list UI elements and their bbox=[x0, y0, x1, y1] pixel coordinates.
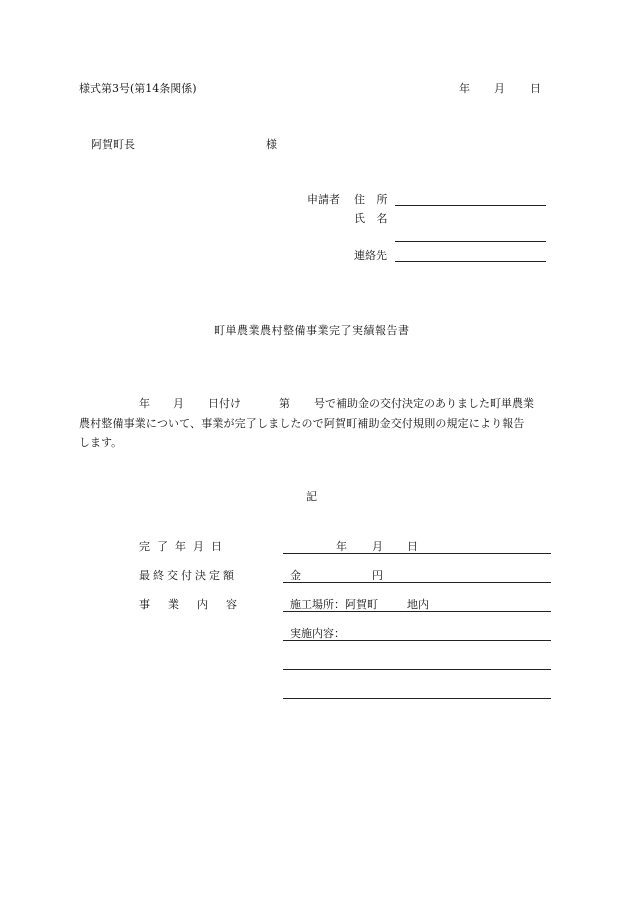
final-amount-line bbox=[283, 582, 551, 583]
work-location-line bbox=[283, 611, 551, 612]
ki-heading: 記 bbox=[306, 490, 317, 503]
project-content-label: 事業内容 bbox=[139, 598, 255, 611]
completion-day: 日 bbox=[407, 540, 418, 553]
implementation-line-3 bbox=[283, 698, 551, 699]
address-label: 住 所 bbox=[354, 193, 392, 206]
work-location-label: 施工場所：阿賀町 bbox=[290, 598, 378, 611]
addressee-title: 阿賀町長 bbox=[91, 138, 135, 151]
body-day: 日付け bbox=[208, 397, 241, 410]
body-line1-rest: 号で補助金の交付決定のありました町単農業 bbox=[314, 397, 534, 410]
amount-prefix: 金 bbox=[290, 569, 301, 582]
implementation-label: 実施内容： bbox=[290, 627, 345, 640]
amount-unit: 円 bbox=[372, 569, 383, 582]
body-month: 月 bbox=[173, 397, 184, 410]
implementation-line-2 bbox=[283, 669, 551, 670]
body-year: 年 bbox=[139, 397, 150, 410]
addressee-honorific: 様 bbox=[266, 138, 277, 151]
form-number: 様式第3号(第14条関係) bbox=[79, 82, 197, 95]
date-month-label: 月 bbox=[494, 82, 505, 95]
date-year-label: 年 bbox=[459, 82, 470, 95]
body-line3: します。 bbox=[79, 436, 123, 449]
applicant-role-label: 申請者 bbox=[307, 193, 340, 206]
completion-month: 月 bbox=[372, 540, 383, 553]
final-amount-label: 最終交付決定額 bbox=[139, 569, 237, 582]
address-line bbox=[395, 205, 546, 206]
body-line2: 農村整備事業について、事業が完了しましたので阿賀町補助金交付規則の規定により報告 bbox=[79, 417, 525, 430]
contact-label: 連絡先 bbox=[354, 249, 387, 262]
completion-year: 年 bbox=[336, 540, 347, 553]
name-line bbox=[395, 241, 546, 242]
date-day-label: 日 bbox=[530, 82, 541, 95]
document-title: 町単農業農村整備事業完了実績報告書 bbox=[214, 324, 410, 337]
work-location-suffix: 地内 bbox=[407, 598, 429, 611]
body-dai: 第 bbox=[279, 397, 290, 410]
implementation-line-1 bbox=[283, 640, 551, 641]
completion-date-label: 完了年月日 bbox=[139, 540, 229, 553]
contact-line bbox=[395, 261, 546, 262]
name-label: 氏 名 bbox=[354, 212, 392, 225]
completion-date-line bbox=[283, 553, 551, 554]
